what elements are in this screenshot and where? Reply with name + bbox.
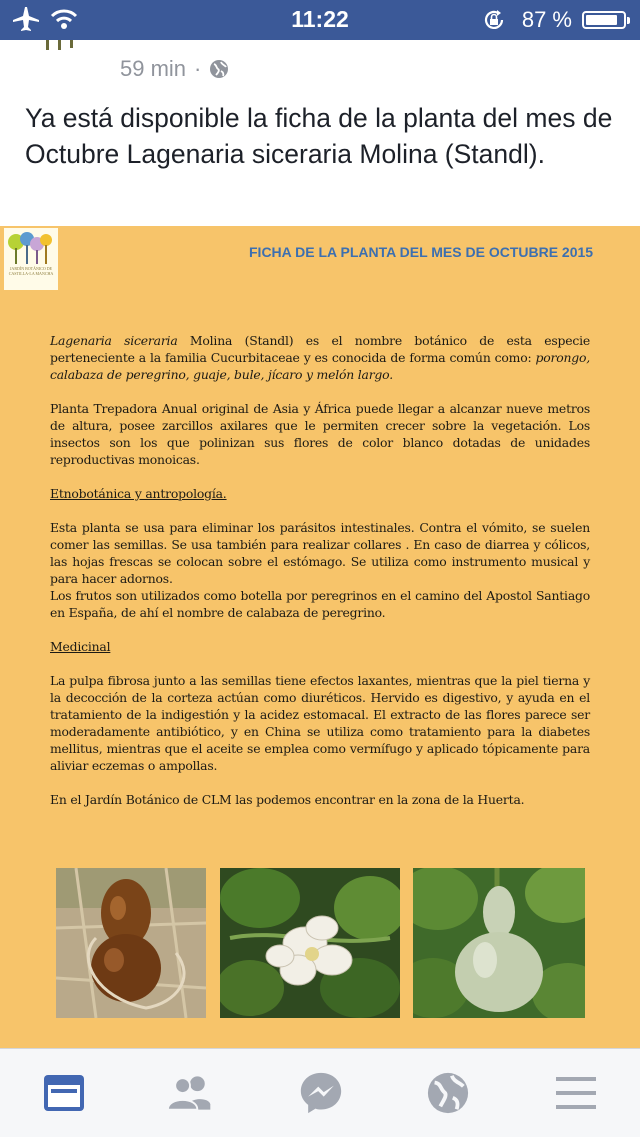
menu-icon[interactable] <box>552 1071 600 1115</box>
dried-gourd-photo <box>56 868 206 1018</box>
avatar[interactable] <box>40 40 90 52</box>
battery-tip <box>627 17 630 24</box>
globe-icon <box>209 59 229 79</box>
status-time: 11:22 <box>291 6 349 32</box>
post-timestamp[interactable]: 59 min <box>120 56 187 81</box>
battery-icon <box>582 11 626 29</box>
botanical-garden-logo <box>4 228 58 290</box>
species-name: Lagenaria siceraria <box>50 333 178 348</box>
green-gourd-photo <box>413 868 585 1018</box>
plant-of-month-poster[interactable] <box>0 226 640 1048</box>
friends-icon[interactable] <box>166 1071 214 1115</box>
poster-header: FICHA DE LA PLANTA DEL MES DE OCTUBRE 2015 <box>249 244 594 260</box>
poster-body <box>50 332 590 825</box>
status-bar <box>0 0 640 40</box>
tab-bar <box>0 1048 640 1137</box>
intro-text: Molina (Standl) es el nombre botánico de esta especie perteneciente a la familia Cucurbitaceae y es conocida de forma común como: <box>50 333 590 365</box>
messenger-icon[interactable] <box>297 1071 345 1115</box>
logo-caption: JARDÍN BOTÁNICO DE CASTILLA-LA MANCHA <box>8 266 54 276</box>
battery-percent: 87 % <box>521 7 572 32</box>
globe-notifications-icon[interactable] <box>424 1071 472 1115</box>
intro-paragraph <box>50 332 590 383</box>
orientation-lock-icon <box>482 8 506 32</box>
common-names: porongo, calabaza de peregrino, guaje, bule, jícaro y melón largo. <box>50 350 590 382</box>
logo-trees-icon <box>4 228 58 268</box>
ethnobotany-paragraph-1: Esta planta se usa para eliminar los parásitos intestinales. Contra el vómito, se suelen comer las semillas. Se usa también para realizar collares . En caso de diarrea y cólicos, las hojas frescas se colocan sobre el estómago. Se utiliza como instrumento musical y para hacer adornos. <box>50 520 590 586</box>
battery-fill <box>586 15 617 25</box>
meta-separator: · <box>194 56 202 81</box>
ethnobotany-paragraph-2: Los frutos son utilizados como botella por peregrinos en el camino del Apostol Santiago en España, de ahí el nombre de calabaza de peregrino. <box>50 588 590 620</box>
medicinal-paragraph: La pulpa fibrosa junto a las semillas tiene efectos laxantes, mientras que la piel tierna y la decocción de la corteza actúan como diuréticos. Hervido es digestivo, y ayuda en el tratamiento de la indigestión y la acidez estomacal. El extracto de las flores parece ser moderadamente antibiótico, y en China se utiliza como tratamiento para la diabetes mellitus, mientras que el aceite se emplea como vermífugo y aplicado tópicamente para aliviar eczemas o ampollas. <box>50 673 590 773</box>
news-feed-icon[interactable] <box>40 1071 88 1115</box>
post-text: Ya está disponible la ficha de la planta del mes de Octubre Lagenaria siceraria Molina (Standl). <box>25 103 613 169</box>
section-ethnobotany-title: Etnobotánica y antropología. <box>50 486 227 501</box>
closing-paragraph: En el Jardín Botánico de CLM las podemos encontrar en la zona de la Huerta. <box>50 792 525 807</box>
white-flower-photo <box>220 868 400 1018</box>
section-medicinal-title: Medicinal <box>50 639 111 654</box>
post-meta <box>120 56 229 82</box>
description-paragraph: Planta Trepadora Anual original de Asia y África puede llegar a alcanzar nueve metros de altura, posee zarcillos axilares que le permiten crecer sobre la vegetación. Los insectos son los que polinizan sus flores de color blanco dotadas de unidades reproductivas monoicas. <box>50 401 590 467</box>
